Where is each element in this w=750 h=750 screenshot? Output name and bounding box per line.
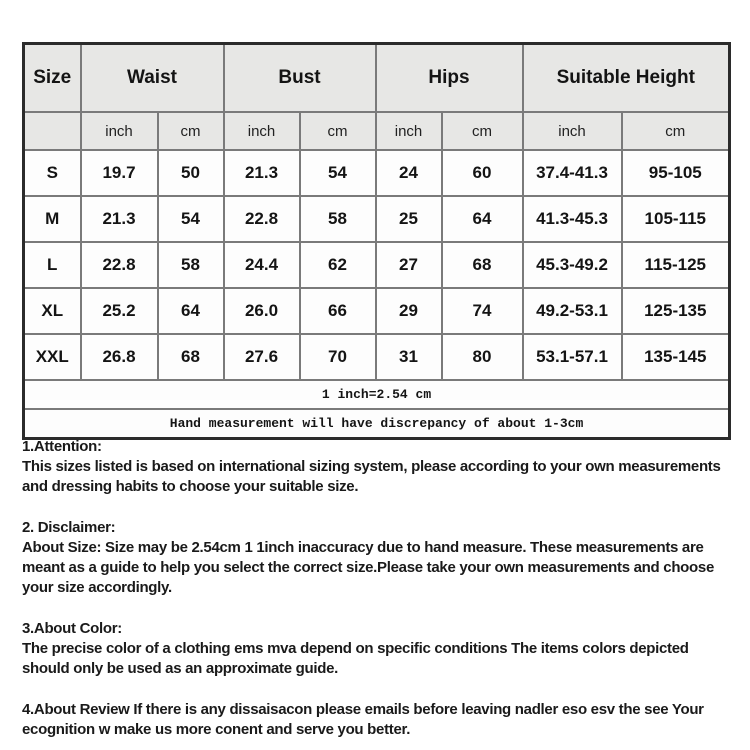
table-cell: 27 (376, 242, 442, 288)
table-cell: 22.8 (81, 242, 158, 288)
unit-cell-height-inch: inch (523, 112, 622, 150)
table-cell: 24.4 (224, 242, 300, 288)
table-cell: 22.8 (224, 196, 300, 242)
section-about-color (22, 619, 732, 679)
table-cell: 68 (158, 334, 224, 380)
table-cell: 54 (158, 196, 224, 242)
table-cell: 26.8 (81, 334, 158, 380)
size-label: XL (24, 288, 81, 334)
table-row-l (24, 242, 730, 288)
table-cell: 25 (376, 196, 442, 242)
section-about-review-heading: 4.About Review (22, 701, 130, 718)
section-attention-heading: 1.Attention: (22, 438, 102, 455)
table-cell: 58 (158, 242, 224, 288)
table-cell: 68 (442, 242, 523, 288)
table-cell: 66 (300, 288, 376, 334)
table-row-xl (24, 288, 730, 334)
size-label: L (24, 242, 81, 288)
table-cell: 31 (376, 334, 442, 380)
table-cell: 37.4-41.3 (523, 150, 622, 196)
table-cell: 80 (442, 334, 523, 380)
table-cell: 70 (300, 334, 376, 380)
unit-cell-empty (24, 112, 81, 150)
table-cell: 21.3 (224, 150, 300, 196)
section-about-color-heading: 3.About Color: (22, 620, 122, 637)
unit-cell-waist-inch: inch (81, 112, 158, 150)
table-cell: 64 (442, 196, 523, 242)
table-cell: 60 (442, 150, 523, 196)
section-disclaimer (22, 518, 732, 598)
table-cell: 54 (300, 150, 376, 196)
col-header-size: Size (24, 44, 81, 113)
table-cell: 135-145 (622, 334, 730, 380)
note-hand-measurement: Hand measurement will have discrepancy of about 1-3cm (24, 409, 730, 439)
header-row (24, 44, 730, 113)
col-header-waist: Waist (81, 44, 224, 113)
size-label: M (24, 196, 81, 242)
unit-cell-hips-inch: inch (376, 112, 442, 150)
table-cell: 62 (300, 242, 376, 288)
info-sections (22, 437, 732, 750)
unit-cell-bust-cm: cm (300, 112, 376, 150)
table-cell: 125-135 (622, 288, 730, 334)
unit-cell-waist-cm: cm (158, 112, 224, 150)
table-cell: 21.3 (81, 196, 158, 242)
table-cell: 49.2-53.1 (523, 288, 622, 334)
section-about-review (22, 700, 732, 740)
table-cell: 24 (376, 150, 442, 196)
size-label: XXL (24, 334, 81, 380)
unit-header-row (24, 112, 730, 150)
size-chart-table (22, 42, 731, 440)
table-cell: 29 (376, 288, 442, 334)
col-header-suitable-height: Suitable Height (523, 44, 730, 113)
unit-cell-height-cm: cm (622, 112, 730, 150)
col-header-bust: Bust (224, 44, 376, 113)
table-cell: 50 (158, 150, 224, 196)
table-cell: 105-115 (622, 196, 730, 242)
section-disclaimer-body: About Size: Size may be 2.54cm 1 1inch inaccuracy due to hand measure. These measurements are meant as a guide to help you select the correct size.Please take your own measurements and choose your size accordingly. (22, 539, 714, 596)
table-cell: 25.2 (81, 288, 158, 334)
unit-cell-bust-inch: inch (224, 112, 300, 150)
table-cell: 95-105 (622, 150, 730, 196)
table-cell: 41.3-45.3 (523, 196, 622, 242)
table-row-xxl (24, 334, 730, 380)
note-row-hand-measurement (24, 409, 730, 439)
table-cell: 53.1-57.1 (523, 334, 622, 380)
unit-cell-hips-cm: cm (442, 112, 523, 150)
section-attention (22, 437, 732, 497)
note-row-inch-conversion (24, 380, 730, 409)
table-cell: 58 (300, 196, 376, 242)
col-header-hips: Hips (376, 44, 523, 113)
table-cell: 19.7 (81, 150, 158, 196)
table-cell: 27.6 (224, 334, 300, 380)
table-cell: 45.3-49.2 (523, 242, 622, 288)
section-disclaimer-heading: 2. Disclaimer: (22, 519, 116, 536)
table-row-s (24, 150, 730, 196)
table-cell: 74 (442, 288, 523, 334)
section-about-color-body: The precise color of a clothing ems mva depend on specific conditions The items colors depicted should only be used as an approximate guide. (22, 640, 689, 677)
section-attention-body: This sizes listed is based on international sizing system, please according to your own measurements and dressing habits to choose your suitable size. (22, 458, 721, 495)
table-cell: 115-125 (622, 242, 730, 288)
section-about-review-body (22, 700, 732, 740)
size-label: S (24, 150, 81, 196)
table-cell: 64 (158, 288, 224, 334)
section-about-review-text: If there is any dissaisacon please emails before leaving nadler eso esv the see Your ecognition w make us more conent and serve you better. (22, 701, 704, 738)
note-inch-conversion: 1 inch=2.54 cm (24, 380, 730, 409)
table-cell: 26.0 (224, 288, 300, 334)
table-row-m (24, 196, 730, 242)
